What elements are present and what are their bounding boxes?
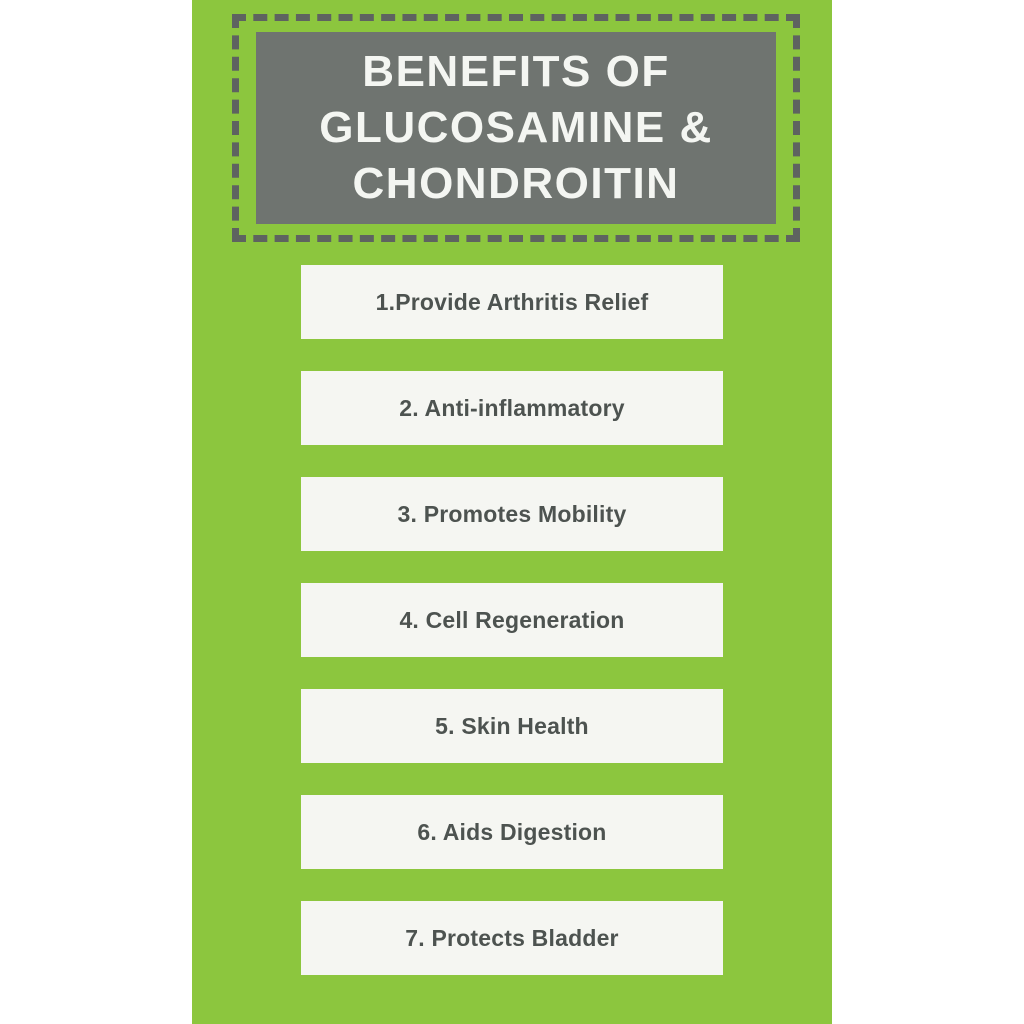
poster-title: BENEFITS OF GLUCOSAMINE & CHONDROITIN	[319, 46, 713, 209]
list-item	[301, 583, 723, 657]
list-item	[301, 371, 723, 445]
benefit-label: 1.Provide Arthritis Relief	[375, 288, 649, 315]
title-banner	[256, 32, 776, 224]
list-item	[301, 689, 723, 763]
poster-canvas	[192, 0, 832, 1024]
list-item	[301, 265, 723, 339]
benefit-label: 5. Skin Health	[435, 712, 589, 739]
title-block	[232, 14, 800, 242]
benefit-label: 7. Protects Bladder	[405, 924, 619, 951]
benefit-label: 3. Promotes Mobility	[397, 500, 627, 527]
benefit-label: 6. Aids Digestion	[417, 818, 607, 845]
benefits-list	[192, 265, 832, 1007]
benefit-label: 2. Anti-inflammatory	[399, 394, 625, 421]
benefit-label: 4. Cell Regeneration	[399, 606, 625, 633]
list-item	[301, 477, 723, 551]
list-item	[301, 901, 723, 975]
list-item	[301, 795, 723, 869]
